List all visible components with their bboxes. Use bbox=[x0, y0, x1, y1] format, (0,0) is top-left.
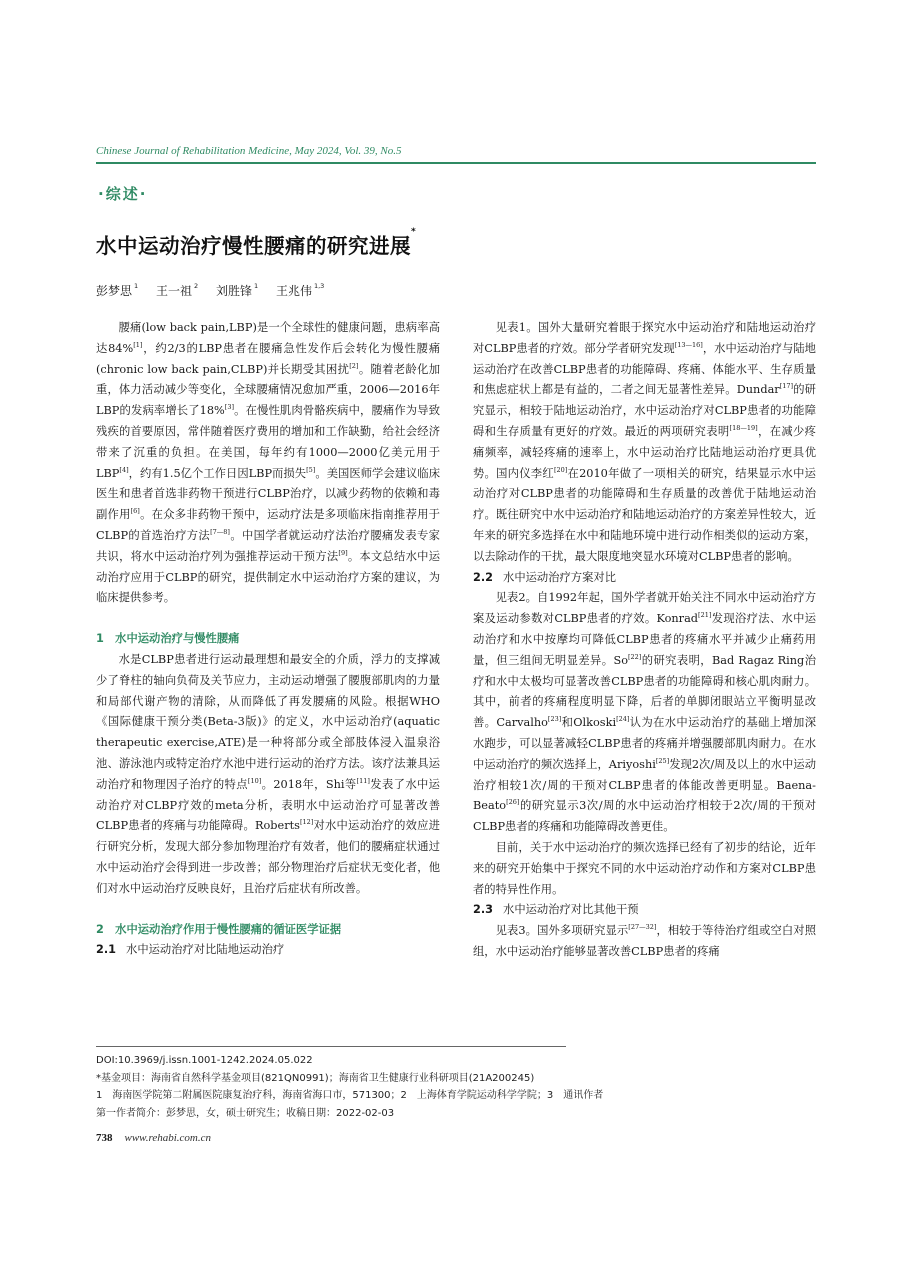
footnotes bbox=[96, 1052, 816, 1122]
section-tag: ·综述· bbox=[98, 185, 148, 203]
citation-ref: [13—16] bbox=[674, 341, 703, 350]
citation-ref: [26] bbox=[506, 798, 520, 807]
author-name: 刘胜锋 bbox=[215, 284, 252, 298]
left-column bbox=[96, 318, 440, 961]
affiliation-line: 1 海南医学院第二附属医院康复治疗科，海南省海口市，571300；2 上海体育学院运动科学学院；3 通讯作者 bbox=[96, 1090, 604, 1101]
subsection-2-3-heading bbox=[473, 900, 816, 921]
header-rule bbox=[96, 162, 816, 164]
paragraph-2-3: 见表3。国外多项研究显示[27—32]，相较于等待治疗组或空白对照组，水中运动治疗能够显著改善CLBP患者的疼痛 bbox=[473, 923, 816, 958]
citation-ref: [11] bbox=[356, 776, 370, 785]
citation-ref: [20] bbox=[553, 465, 568, 474]
citation-ref: [2] bbox=[349, 361, 359, 370]
subsection-2-1-heading bbox=[96, 940, 440, 961]
citation-ref: [22] bbox=[628, 652, 642, 661]
author-name: 王兆伟 bbox=[275, 284, 312, 298]
subsection-title: 水中运动治疗对比陆地运动治疗 bbox=[126, 943, 285, 957]
author-affiliation: 1,3 bbox=[313, 282, 325, 290]
section-2-heading: 2 水中运动治疗作用于慢性腰痛的循证医学证据 bbox=[96, 922, 342, 936]
citation-ref: [4] bbox=[119, 465, 129, 474]
citation-ref: [18—19] bbox=[729, 424, 758, 433]
citation-ref: [9] bbox=[338, 549, 348, 557]
journal-header: Chinese Journal of Rehabilitation Medicine, May 2024, Vol. 39, No.5 bbox=[96, 145, 402, 157]
subsection-title: 水中运动治疗方案对比 bbox=[503, 570, 616, 584]
doi-line: DOI:10.3969/j.issn.1001-1242.2024.05.022 bbox=[96, 1055, 313, 1066]
subsection-number: 2.3 bbox=[473, 903, 494, 917]
author-list bbox=[96, 282, 338, 299]
article-title bbox=[96, 229, 416, 259]
citation-ref: [3] bbox=[224, 403, 234, 412]
citation-ref: [1] bbox=[133, 341, 143, 350]
author-affiliation: 1 bbox=[134, 282, 139, 290]
first-author-line: 第一作者简介：彭梦思，女，硕士研究生；收稿日期：2022-02-03 bbox=[96, 1107, 395, 1119]
citation-ref: [23] bbox=[547, 715, 562, 724]
section-1-heading: 1 水中运动治疗与慢性腰痛 bbox=[96, 632, 240, 646]
subsection-number: 2.1 bbox=[96, 943, 117, 957]
title-fund-mark: * bbox=[411, 227, 417, 237]
fund-line: *基金项目：海南省自然科学基金项目(821QN0991)；海南省卫生健康行业科研项目(21A200245) bbox=[96, 1072, 535, 1084]
website-url: www.rehabi.com.cn bbox=[124, 1132, 211, 1144]
paragraph-2-1: 见表1。国外大量研究着眼于探究水中运动治疗和陆地运动治疗对CLBP患者的疗效。部分学者研究发现[13—16]，水中运动治疗与陆地运动治疗在改善CLBP患者的功能障碍、疼痛、体能水平、生存质量和焦虑症状上都是有益的，二者之间无显著性差异。Dundar[17]的研究显示，相较于陆地运动治疗，水中运动治疗对CLBP患者的功能障碍和生存质量有更好的疗效。最近的两项研究表明[18—19]，在减少疼痛频率，减轻疼痛的速率上，水中运动治疗比陆地运动治疗更具优势。国内仪李红[20]在2010年做了一项相关的研究，结果显示水中运动治疗对CLBP患者的功能障碍和生存质量的改善优于陆地运动治疗。既往研究中水中运动治疗和陆地运动治疗的方案差异性较大，近年来的研究多选择在水中和陆地环境中进行动作相类似的运动方案，以去除动作的干扰，最大限度地突显水环境对CLBP患者的影响。 bbox=[473, 321, 816, 563]
subsection-2-2-heading bbox=[473, 568, 816, 589]
subsection-number: 2.2 bbox=[473, 570, 494, 584]
citation-ref: [27—32] bbox=[628, 923, 657, 932]
citation-ref: [21] bbox=[698, 611, 712, 620]
page-number: 738 bbox=[96, 1132, 113, 1144]
subsection-title: 水中运动治疗对比其他干预 bbox=[503, 903, 639, 917]
citation-ref: [17] bbox=[779, 382, 794, 391]
right-column bbox=[473, 318, 816, 963]
author-name: 王一祖 bbox=[155, 284, 192, 298]
paragraph-2-2a: 见表2。自1992年起，国外学者就开始关注不同水中运动治疗方案及运动参数对CLBP患者的疗效。Konrad[21]发现浴疗法、水中运动治疗和水中按摩均可降低CLBP患者的疼痛水平并减少止痛药用量，但三组间无明显差异。So[22]的研究表明，Bad Ragaz Ring治疗和水中太极均可显著改善CLBP患者的功能障碍和核心肌肉耐力。其中，前者的疼痛程度明显下降，后者的单脚闭眼站立平衡明显改善。Carvalho[23]和Olkoski[24]认为在水中运动治疗的基础上增加深水跑步，可以显著减轻CLBP患者的疼痛并增强腰部肌肉耐力。在水中运动治疗的频次选择上，Ariyoshi[25]发现2次/周及以上的水中运动治疗相较1次/周的干预对CLBP患者的体能改善更明显。Baena-Beato[26]的研究显示3次/周的水中运动治疗相较于2次/周的干预对CLBP患者的疼痛和功能障碍改善更佳。 bbox=[473, 591, 816, 834]
paragraph-2-2b: 目前，关于水中运动治疗的频次选择已经有了初步的结论，近年来的研究开始集中于探究不同的水中运动治疗动作和方案对CLBP患者的特异性作用。 bbox=[473, 840, 816, 896]
author-name: 彭梦思 bbox=[96, 284, 133, 298]
page-footer bbox=[96, 1132, 211, 1144]
citation-ref: [7—8] bbox=[210, 528, 230, 537]
author-affiliation: 1 bbox=[253, 282, 259, 290]
section-1-paragraph: 水是CLBP患者进行运动最理想和最安全的介质，浮力的支撑减少了脊柱的轴向负荷及关节应力，主动运动增强了腰腹部肌肉的力量和局部代谢产物的清除，从而降低了再发腰痛的风险。根据WHO《国际健康干预分类(Beta-3版)》的定义，水中运动治疗(aquatic therapeutic exercise,ATE)是一种将部分或全部肢体浸入温泉浴池、游泳池内或特定治疗水池中进行运动的治疗方法。该疗法兼具运动治疗和物理因子治疗的特点[10]。2018年，Shi等[11]发表了水中运动治疗对CLBP疗效的meta分析，表明水中运动治疗可显著改善CLBP患者的疼痛与功能障碍。Roberts[12]对水中运动治疗的效应进行研究分析，发现大部分参加物理治疗有效者，他们的腰痛症状通过水中运动治疗会得到进一步改善；部分物理治疗后症状无变化者，他们对水中运动治疗反映良好，且治疗后症状有所改善。 bbox=[96, 652, 440, 895]
citation-ref: [12] bbox=[299, 818, 314, 827]
citation-ref: [25] bbox=[655, 756, 670, 765]
author-affiliation: 2 bbox=[194, 282, 199, 290]
citation-ref: [6] bbox=[130, 507, 140, 516]
citation-ref: [24] bbox=[616, 715, 630, 724]
citation-ref: [10] bbox=[247, 776, 262, 785]
article-title-text: 水中运动治疗慢性腰痛的研究进展 bbox=[96, 234, 411, 258]
intro-paragraph: 腰痛(low back pain,LBP)是一个全球性的健康问题，患病率高达84%[1]，约2/3的LBP患者在腰痛急性发作后会转化为慢性腰痛(chronic low back pain,CLBP)并长期受其困扰[2]。随着老龄化加重，体力活动减少等变化，全球腰痛情况愈加严重，2006—2016年LBP的发病率增长了18%[3]。在慢性肌肉骨骼疾病中，腰痛作为导致残疾的首要原因，常伴随着医疗费用的增加和工作缺勤，给社会经济带来了沉重的负担。在美国，每年约有1000—2000亿美元用于LBP[4]，约有1.5亿个工作日因LBP而损失[5]。美国医师学会建议临床医生和患者首选非药物干预进行CLBP治疗，以减少药物的依赖和毒副作用[6]。在众多非药物干预中，运动疗法是多项临床指南推荐用于CLBP的首选治疗方法[7—8]。中国学者就运动疗法治疗腰痛发表专家共识，将水中运动治疗列为强推荐运动干预方法[9]。本文总结水中运动治疗应用于CLBP的研究，提供制定水中运动治疗方案的建议，为临床提供参考。 bbox=[96, 321, 441, 605]
footnote-rule bbox=[96, 1046, 566, 1047]
citation-ref: [5] bbox=[306, 465, 316, 474]
